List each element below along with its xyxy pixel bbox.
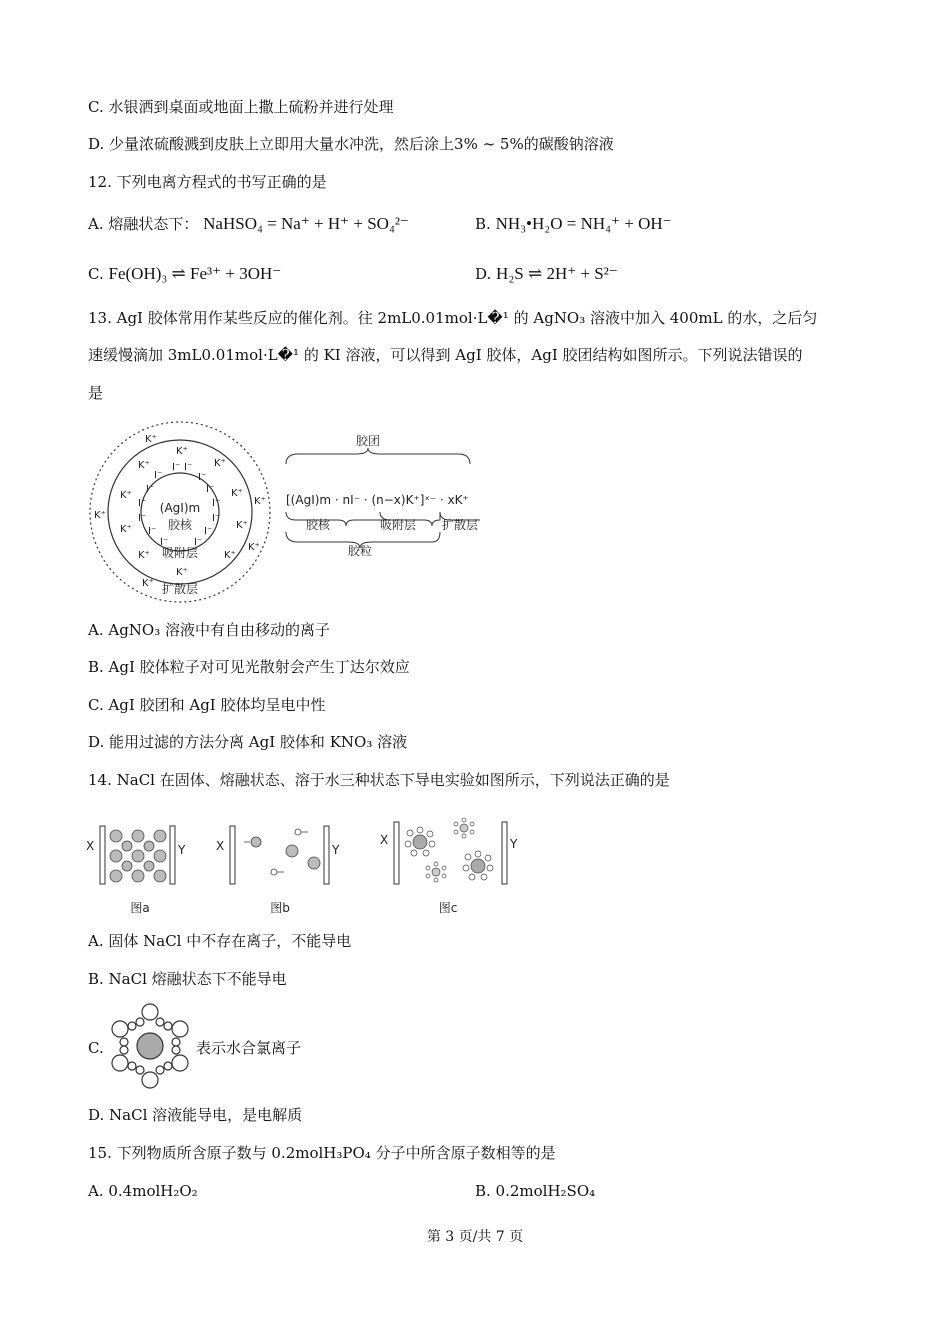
q13-option-d: D. 能用过滤的方法分离 AgI 胶体和 KNO₃ 溶液 — [88, 733, 408, 751]
iodide-ion: I⁻ — [154, 470, 163, 481]
formula-part-adsorb: 吸附层 — [379, 518, 417, 532]
q12-option-d-label: D. — [475, 265, 492, 283]
agi-micelle-diagram — [88, 418, 488, 604]
potassium-ion: K⁺ — [231, 488, 243, 499]
q13-stem-line2: 速缓慢滴加 3mL0.01mol·L�¹ 的 KI 溶液，可以得到 AgI 胶体，AgI 胶团结构如图所示。下列说法错误的 — [88, 346, 803, 364]
potassium-ion: K⁺ — [248, 542, 260, 553]
electrode-x — [394, 822, 399, 884]
q14-option-c-label: C. — [88, 1039, 104, 1057]
electrode-y-label: Y — [178, 843, 186, 857]
electrode-x — [230, 826, 235, 884]
q11-option-d: D. 少量浓硫酸溅到皮肤上立即用大量水冲洗，然后涂上3% ~ 5%的碳酸钠溶液 — [88, 135, 614, 153]
electrode-x-label: X — [216, 839, 225, 853]
iodide-ion: I⁻ — [194, 537, 203, 548]
core-brace — [286, 512, 388, 526]
potassium-ion: K⁺ — [236, 520, 248, 531]
potassium-ion: K⁺ — [138, 550, 150, 561]
ion-lattice — [110, 830, 166, 882]
diffuse-layer-label: 扩散层 — [161, 582, 199, 596]
q13-option-c: C. AgI 胶团和 AgI 胶体均呈电中性 — [88, 696, 326, 714]
core-formula: (AgI)m — [159, 501, 201, 515]
iodide-ion: I⁻ — [160, 537, 169, 548]
electrode-y — [324, 826, 329, 884]
electrode-y — [170, 826, 175, 884]
potassium-ion: K⁺ — [145, 434, 157, 445]
page-footer: 第 3 页/共 7 页 — [426, 1229, 524, 1245]
iodide-ion: I⁻ — [138, 513, 147, 524]
figure-b — [216, 826, 340, 915]
q12-option-a — [88, 213, 409, 235]
micelle-formula: [(AgI)m · nI⁻ · (n−x)K⁺]ˣ⁻ · xK⁺ — [286, 493, 469, 507]
q14-option-a: A. 固体 NaCl 中不存在离子，不能导电 — [88, 932, 352, 950]
potassium-ion: K⁺ — [176, 567, 188, 578]
iodide-ion: I⁻ — [212, 513, 221, 524]
electrode-x — [100, 826, 105, 884]
q15-option-a: A. 0.4molH₂O₂ — [88, 1182, 198, 1200]
q12-option-a-label: A. 熔融状态下： — [88, 215, 199, 233]
figure-c — [380, 818, 518, 915]
nacl-conductivity-figures — [84, 818, 524, 918]
q12-option-d — [475, 263, 618, 285]
potassium-ion: K⁺ — [94, 510, 106, 521]
q12-option-c-label: C. — [88, 265, 104, 283]
q13-stem-line1: 13. AgI 胶体常用作某些反应的催化剂。往 2mL0.01mol·L�¹ 的 AgNO₃ 溶液中加入 400mL 的水，之后匀 — [88, 309, 818, 327]
q15-option-b: B. 0.2molH₂SO₄ — [475, 1182, 596, 1200]
iodide-ion: I⁻ — [148, 526, 157, 537]
potassium-ion: K⁺ — [176, 446, 188, 457]
figure-c-label: 图c — [438, 901, 458, 915]
q12-option-d-equation: H₂S ⇌ 2H⁺ + S²⁻ — [496, 264, 618, 283]
potassium-ion: K⁺ — [120, 524, 132, 535]
electrode-y-label: Y — [510, 837, 518, 851]
iodide-ion: I⁻ — [172, 462, 181, 473]
electrode-y-label: Y — [332, 843, 340, 857]
micelle-brace — [286, 448, 470, 464]
formula-part-diffuse: 扩散层 — [441, 518, 479, 532]
q12-option-b — [475, 213, 672, 235]
q12-option-b-label: B. — [475, 215, 491, 233]
free-ions — [244, 829, 320, 875]
iodide-ion: I⁻ — [204, 526, 213, 537]
iodide-ion: I⁻ — [146, 484, 155, 495]
hydrated-ions — [405, 818, 493, 882]
iodide-ion: I⁻ — [184, 462, 193, 473]
potassium-ion: K⁺ — [120, 490, 132, 501]
iodide-ion: I⁻ — [138, 498, 147, 509]
potassium-ion: K⁺ — [138, 460, 150, 471]
iodide-ion: I⁻ — [212, 498, 221, 509]
iodide-ion: I⁻ — [206, 484, 215, 495]
q12-option-c-equation: Fe(OH)₃ ⇌ Fe³⁺ + 3OH⁻ — [108, 264, 282, 283]
potassium-ion: K⁺ — [214, 458, 226, 469]
q11-option-c: C. 水银洒到桌面或地面上撒上硫粉并进行处理 — [88, 98, 394, 116]
particle-label: 胶粒 — [347, 544, 373, 558]
figure-a-label: 图a — [130, 901, 150, 915]
q14-option-b: B. NaCl 熔融状态下不能导电 — [88, 970, 287, 988]
q13-option-a: A. AgNO₃ 溶液中有自由移动的离子 — [88, 621, 331, 639]
q12-option-b-equation: NH₃•H₂O = NH₄⁺ + OH⁻ — [495, 214, 672, 233]
q13-stem-line3: 是 — [88, 384, 104, 402]
figure-b-label: 图b — [270, 901, 290, 915]
q14-stem: 14. NaCl 在固体、熔融状态、溶于水三种状态下导电实验如图所示，下列说法正确的是 — [88, 771, 670, 789]
q12-option-c — [88, 263, 281, 285]
formula-part-core: 胶核 — [305, 518, 331, 532]
q13-option-b: B. AgI 胶体粒子对可见光散射会产生丁达尔效应 — [88, 658, 410, 676]
core-label: 胶核 — [167, 518, 193, 532]
q14-option-d: D. NaCl 溶液能导电，是电解质 — [88, 1106, 303, 1124]
potassium-ion: K⁺ — [254, 496, 266, 507]
potassium-ion: K⁺ — [224, 550, 236, 561]
electrode-x-label: X — [380, 833, 389, 847]
potassium-ion: K⁺ — [142, 578, 154, 589]
q12-stem: 12. 下列电离方程式的书写正确的是 — [88, 173, 327, 191]
iodide-ion: I⁻ — [198, 472, 207, 483]
q15-stem: 15. 下列物质所含原子数与 0.2molH₃PO₄ 分子中所含原子数相等的是 — [88, 1144, 556, 1162]
hydrated-chloride-ion-icon — [106, 1002, 194, 1090]
micelle-label: 胶团 — [355, 434, 381, 448]
q14-option-c-text: 表示水合氯离子 — [196, 1039, 302, 1057]
figure-a — [86, 826, 186, 915]
q12-option-a-equation: NaHSO₄ = Na⁺ + H⁺ + SO₄²⁻ — [203, 214, 409, 233]
electrode-x-label: X — [86, 839, 95, 853]
adsorb-layer-label: 吸附层 — [161, 546, 199, 560]
electrode-y — [502, 822, 507, 884]
